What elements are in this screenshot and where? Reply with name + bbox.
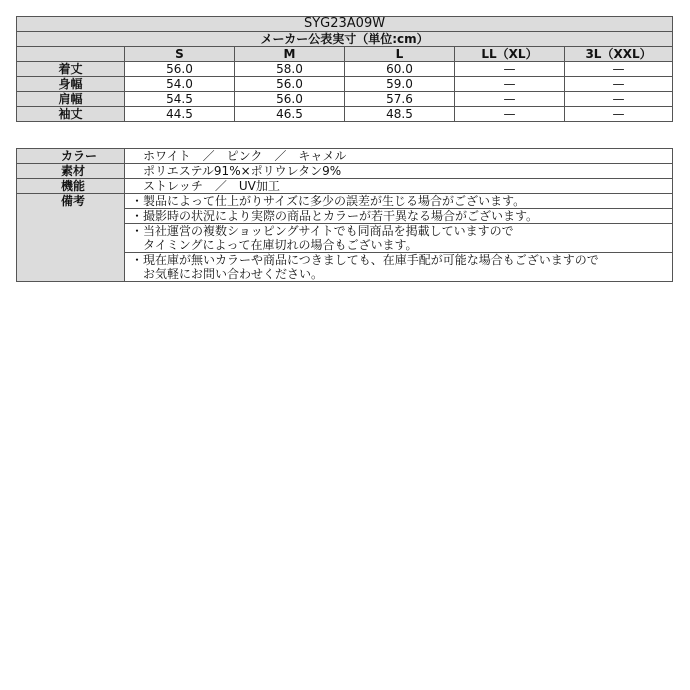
size-value: 59.0: [345, 77, 455, 92]
note-item: [125, 209, 673, 224]
size-value: —: [455, 62, 565, 77]
function-label: 機能: [17, 179, 125, 194]
spec-table: [16, 148, 673, 282]
size-value: 48.5: [345, 107, 455, 122]
product-code-row: [17, 17, 673, 32]
size-value: —: [455, 92, 565, 107]
unit-title-row: [17, 32, 673, 47]
size-row-sleeve: [17, 107, 673, 122]
size-value: —: [565, 62, 673, 77]
note-line: ・製品によって仕上がりサイズに多少の誤差が生じる場合がございます。: [131, 194, 526, 208]
note-line: ・現在庫が無いカラーや商品につきましても、在庫手配が可能な場合もございますので: [131, 253, 599, 267]
row-label: 袖丈: [17, 107, 125, 122]
size-value: 44.5: [125, 107, 235, 122]
note-line: お気軽にお問い合わせください。: [131, 267, 324, 281]
size-value: 60.0: [345, 62, 455, 77]
size-row-shoulder: [17, 92, 673, 107]
header-size-m: M: [235, 47, 345, 62]
size-value: 54.0: [125, 77, 235, 92]
size-value: —: [455, 77, 565, 92]
size-value: 46.5: [235, 107, 345, 122]
note-item: [125, 253, 673, 282]
size-value: —: [565, 92, 673, 107]
note-line: タイミングによって在庫切れの場合もございます。: [131, 238, 418, 252]
size-value: —: [455, 107, 565, 122]
size-value: 56.0: [235, 77, 345, 92]
size-value: 56.0: [235, 92, 345, 107]
material-value: ポリエステル91%×ポリウレタン9%: [125, 164, 673, 179]
size-value: —: [565, 107, 673, 122]
spec-row-material: [17, 164, 673, 179]
note-line: ・当社運営の複数ショッピングサイトでも同商品を掲載していますので: [131, 224, 514, 238]
spec-row-color: [17, 149, 673, 164]
size-value: 54.5: [125, 92, 235, 107]
header-size-3l: 3L（XXL）: [565, 47, 673, 62]
note-item: [125, 194, 673, 209]
color-label: カラー: [17, 149, 125, 164]
header-size-ll: LL（XL）: [455, 47, 565, 62]
size-table: [16, 16, 673, 122]
function-value: ストレッチ ／ UV加工: [125, 179, 673, 194]
size-row-length: [17, 62, 673, 77]
size-value: 56.0: [125, 62, 235, 77]
spec-row-note-1: [17, 194, 673, 209]
header-size-l: L: [345, 47, 455, 62]
row-label: 着丈: [17, 62, 125, 77]
note-item: [125, 224, 673, 253]
row-label: 肩幅: [17, 92, 125, 107]
size-row-width: [17, 77, 673, 92]
notes-label: 備考: [17, 194, 125, 282]
size-value: —: [565, 77, 673, 92]
size-value: 58.0: [235, 62, 345, 77]
header-blank: [17, 47, 125, 62]
header-size-s: S: [125, 47, 235, 62]
size-header-row: [17, 47, 673, 62]
material-label: 素材: [17, 164, 125, 179]
spec-row-function: [17, 179, 673, 194]
note-line: ・撮影時の状況により実際の商品とカラーが若干異なる場合がございます。: [131, 209, 539, 223]
unit-title: メーカー公表実寸（単位:cm）: [17, 32, 673, 47]
row-label: 身幅: [17, 77, 125, 92]
product-code: SYG23A09W: [17, 17, 673, 32]
size-value: 57.6: [345, 92, 455, 107]
color-value: ホワイト ／ ピンク ／ キャメル: [125, 149, 673, 164]
